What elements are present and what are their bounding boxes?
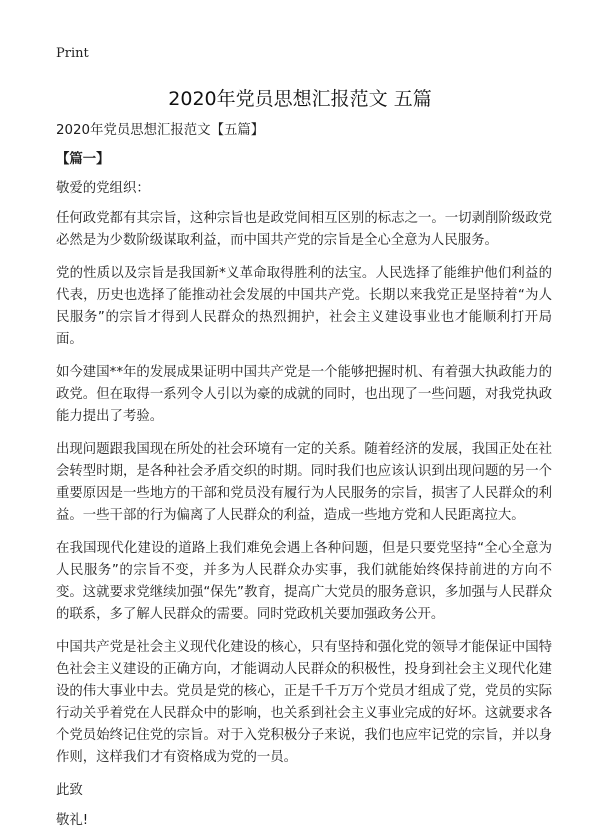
closing-regards: 敬礼!	[56, 813, 89, 828]
section-heading: 【篇一】	[56, 152, 110, 167]
paragraph: 中国共产党是社会主义现代化建设的核心，只有坚持和强化党的领导才能保证中国特色社会主义建设的正确方向，才能调动人民群众的积极性，投身到社会主义现代化建设的伟大事业中去。党员是党的核心，正是千千万万个党员才组成了党，党员的实际行动关乎着党在人民群众中的影响，也关系到社会主义事业完成的好坏。这就要求各个党员始终记住党的宗旨。对于入党积极分子来说，我们也应牢记党的宗旨，并以身作则，这样我们才有资格成为党的一员。	[56, 640, 552, 765]
paragraph: 如今建国**年的发展成果证明中国共产党是一个能够把握时机、有着强大执政能力的政党。但在取得一系列令人引以为豪的成就的同时，也出现了一些问题，对我党执政能力提出了考验。	[56, 365, 552, 424]
closing-line: 此致	[56, 783, 83, 798]
page-title: 2020年党员思想汇报范文 五篇	[168, 88, 432, 110]
paragraph: 在我国现代化建设的道路上我们难免会遇上各种问题，但是只要党坚持“全心全意为人民服务”的宗旨不变，并多为人民群众办实事，我们就能始终保持前进的方向不变。这就要求党继续加强“保先”教育，提高广大党员的服务意识，多加强与人民群众的联系，多了解人民群众的需要。同时党政机关要加强政务公开。	[56, 541, 552, 622]
print-link[interactable]: Print	[56, 46, 89, 61]
paragraph: 任何政党都有其宗旨，这种宗旨也是政党间相互区别的标志之一。一切剥削阶级政党必然是为少数阶级谋取利益，而中国共产党的宗旨是全心全意为人民服务。	[56, 211, 552, 248]
paragraph: 党的性质以及宗旨是我国新*义革命取得胜利的法宝。人民选择了能维护他们利益的代表，历史也选择了能推动社会发展的中国共产党。长期以来我党正是坚持着“为人民服务”的宗旨才得到人民群众的热烈拥护，社会主义建设事业也才能顺利打开局面。	[56, 266, 552, 347]
document-subtitle: 2020年党员思想汇报范文【五篇】	[56, 123, 265, 138]
document-body	[56, 120, 552, 840]
salutation: 敬爱的党组织：	[56, 181, 150, 196]
paragraph: 出现问题跟我国现在所处的社会环境有一定的关系。随着经济的发展，我国正处在社会转型时期，是各种社会矛盾交织的时期。同时我们也应该认识到出现问题的另一个重要原因是一些地方的干部和党员没有履行为人民服务的宗旨，损害了人民群众的利益。一些干部的行为偏离了人民群众的利益，造成一些地方党和人民距离拉大。	[56, 442, 552, 523]
